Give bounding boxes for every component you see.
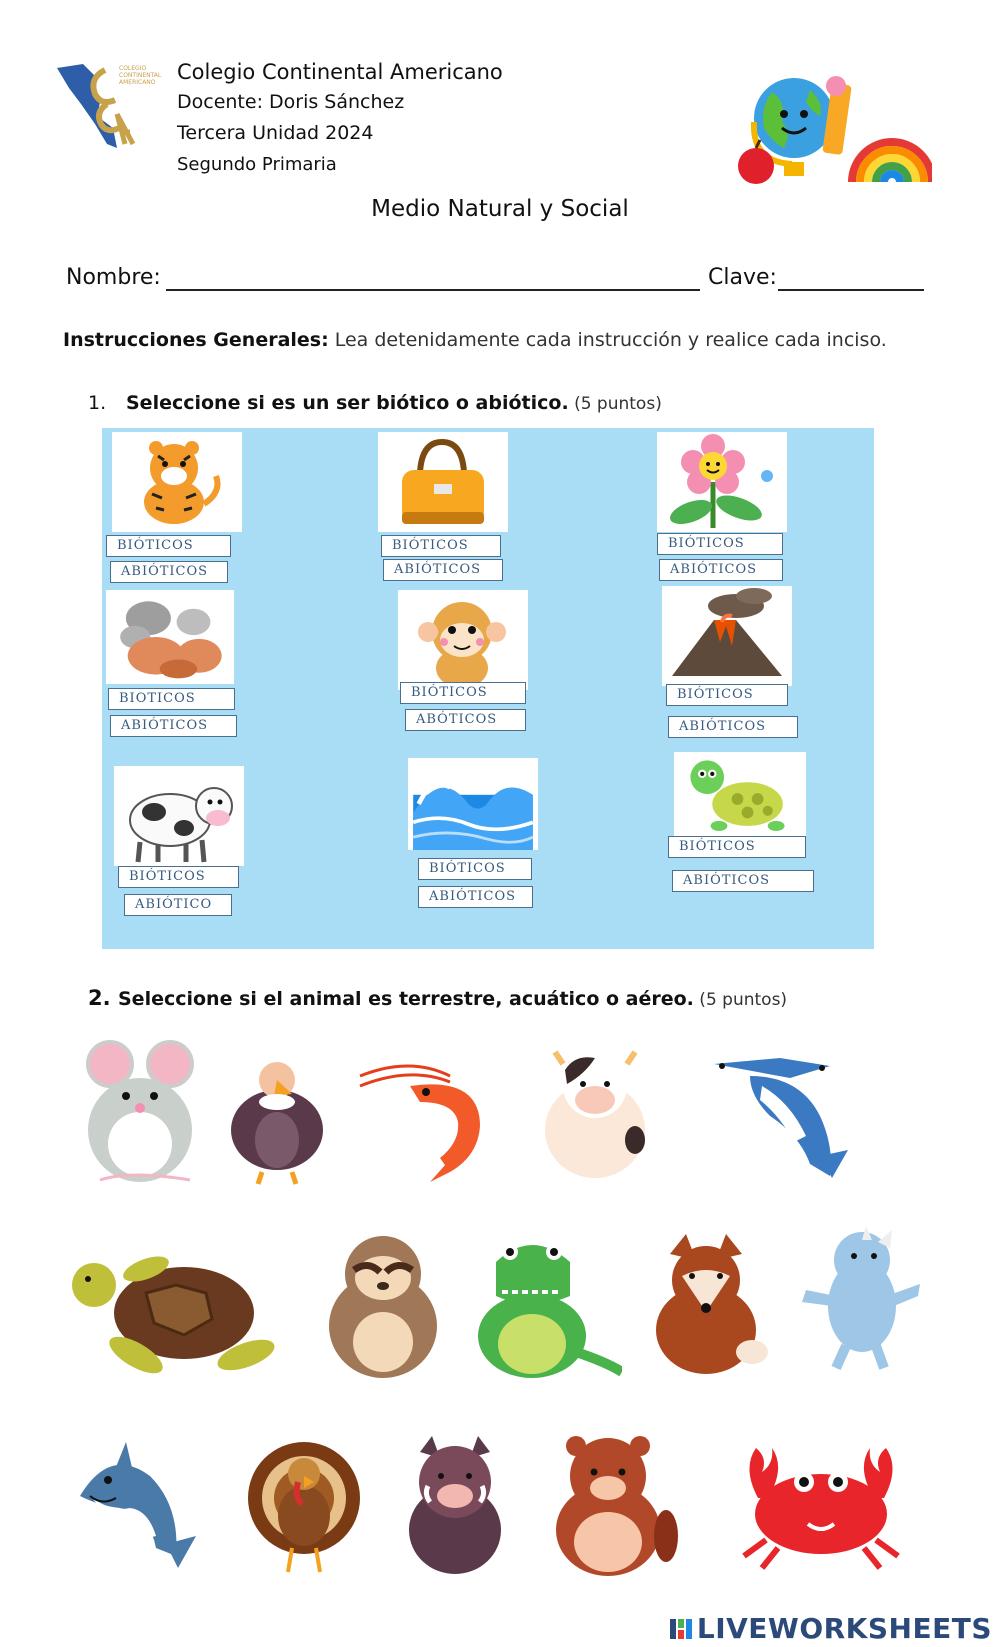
crocodile-icon[interactable] [466,1232,622,1380]
question-2-text: Seleccione si el animal es terrestre, acuático o aéreo. [118,988,694,1010]
school-clipart [732,72,932,187]
q1-item-3-option-biotic[interactable]: BIÓTICOS [657,533,783,555]
q1-item-9-option-biotic[interactable]: BIÓTICOS [668,836,806,858]
unit-label: Tercera Unidad 2024 [177,122,374,144]
q1-item-1-option-abiotic[interactable]: ABIÓTICOS [110,561,228,583]
name-field[interactable] [166,289,700,291]
crab-icon[interactable] [738,1428,904,1576]
instructions-text: Lea detenidamente cada instrucción y realice cada inciso. [328,329,887,351]
q1-item-4-option-abiotic[interactable]: ABIÓTICOS [110,715,237,737]
q1-item-6-option-biotic[interactable]: BIÓTICOS [666,684,788,706]
name-label: Nombre: [66,265,161,290]
q1-item-5-option-biotic[interactable]: BIÓTICOS [400,682,526,704]
svg-text:COLEGIO: COLEGIO [119,65,147,72]
teacher-name: Docente: Doris Sánchez [177,91,405,113]
turkey-icon[interactable] [244,1432,364,1576]
water-wave-icon [408,758,538,850]
key-label: Clave: [708,265,777,290]
beaver-icon[interactable] [548,1430,678,1576]
question-1-points: (5 puntos) [568,394,662,414]
liveworksheets-brand [669,1612,992,1645]
school-logo [55,58,165,153]
sea-turtle-icon[interactable] [66,1245,280,1380]
hammerhead-shark-icon[interactable] [710,1046,850,1186]
handbag-icon [378,432,508,532]
tiger-icon [112,432,242,532]
rocks-icon [106,590,234,684]
svg-text:CONTINENTAL: CONTINENTAL [119,72,162,79]
school-name: Colegio Continental Americano [177,60,503,84]
boar-icon[interactable] [394,1430,516,1576]
question-1-text: Seleccione si es un ser biótico o abiótico. [126,392,569,414]
question-2-number: 2. [88,986,111,1010]
q1-item-9-option-abiotic[interactable]: ABIÓTICOS [672,870,814,892]
q1-item-8-option-biotic[interactable]: BIÓTICOS [418,858,532,880]
fox-icon[interactable] [646,1230,770,1376]
question-2-title [88,986,787,1010]
rhinoceros-icon[interactable] [796,1226,922,1370]
subject-title: Medio Natural y Social [371,196,629,222]
q1-item-7-option-biotic[interactable]: BIÓTICOS [118,866,239,888]
vulture-icon[interactable] [222,1046,332,1186]
volcano-icon [662,586,792,686]
q1-item-2-option-abiotic[interactable]: ABIÓTICOS [383,559,503,581]
key-field[interactable] [778,289,924,291]
grade-label: Segundo Primaria [177,154,337,175]
general-instructions [63,329,887,351]
q1-item-5-option-abiotic[interactable]: ABÓTICOS [405,709,526,731]
question-1-title [88,392,662,414]
question-2-points: (5 puntos) [693,990,788,1010]
turtle-icon [674,752,806,836]
q1-item-3-option-abiotic[interactable]: ABIÓTICOS [659,559,783,581]
monkey-icon [398,590,528,690]
question-1-number: 1. [88,392,107,414]
q1-item-7-option-abiotic[interactable]: ABIÓTICO [124,894,232,916]
svg-text:AMERICANO: AMERICANO [119,79,156,86]
cow-icon[interactable] [535,1044,655,1184]
mouse-icon[interactable] [80,1040,200,1185]
q1-item-1-option-biotic[interactable]: BIÓTICOS [106,535,231,557]
cow-icon [114,766,244,866]
sloth-icon[interactable] [320,1230,446,1380]
q1-item-8-option-abiotic[interactable]: ABIÓTICOS [418,886,533,908]
biotic-abiotic-panel [102,428,874,949]
shark-icon[interactable] [60,1436,196,1576]
flower-icon [657,432,787,532]
instructions-label: Instrucciones Generales: [63,329,329,351]
q1-item-2-option-biotic[interactable]: BIÓTICOS [381,535,501,557]
shrimp-icon[interactable] [350,1046,500,1186]
q1-item-6-option-abiotic[interactable]: ABIÓTICOS [668,716,798,738]
liveworksheets-logo-icon [669,1615,693,1639]
liveworksheets-text: LIVEWORKSHEETS [696,1612,992,1645]
q1-item-4-option-biotic[interactable]: BIOTICOS [108,688,235,710]
